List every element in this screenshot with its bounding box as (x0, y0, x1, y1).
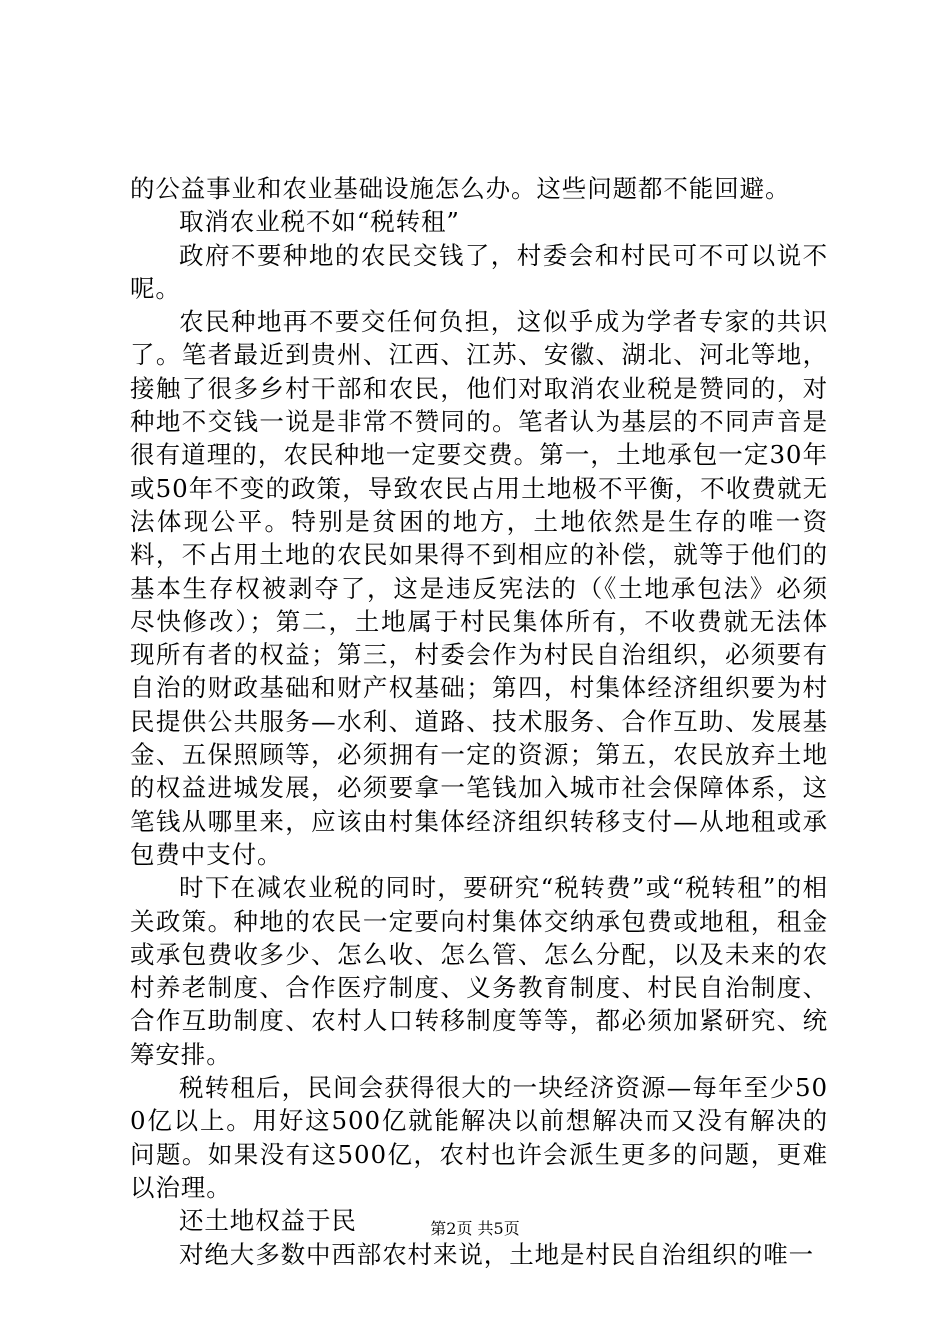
paragraph: 农民种地再不要交任何负担，这似乎成为学者专家的共识了。笔者最近到贵州、江西、江苏、安徽、湖北、河北等地，接触了很多乡村干部和农民，他们对取消农业税是赞同的，对种地不交钱一说是非常不赞同的。笔者认为基层的不同声音是很有道理的，农民种地一定要交费。第一，土地承包一定30年或50年不变的政策，导致农民占用土地极不平衡，不收费就无法体现公平。特别是贫困的地方，土地依然是生存的唯一资料，不占用土地的农民如果得不到相应的补偿，就等于他们的基本生存权被剥夺了，这是违反宪法的（《土地承包法》必须尽快修改）；第二，土地属于村民集体所有，不收费就无法体现所有者的权益；第三，村委会作为村民自治组织，必须要有自治的财政基础和财产权基础；第四，村集体经济组织要为村民提供公共服务—水利、道路、技术服务、合作互助、发展基金、五保照顾等，必须拥有一定的资源；第五，农民放弃土地的权益进城发展，必须要拿一笔钱加入城市社会保障体系，这笔钱从哪里来，应该由村集体经济组织转移支付—从地租或承包费中支付。 (130, 307, 828, 869)
document-body (130, 172, 828, 1271)
paragraph-continuation: 的公益事业和农业基础设施怎么办。这些问题都不能回避。 (130, 174, 791, 203)
paragraph: 对绝大多数中西部农村来说，土地是村民自治组织的唯一 (179, 1239, 814, 1269)
paragraph: 政府不要种地的农民交钱了，村委会和村民可不可以说不呢。 (130, 240, 828, 303)
section-heading-land-rights: 还土地权益于民 (179, 1206, 357, 1236)
paragraph: 时下在减农业税的同时，要研究“税转费”或“税转租”的相关政策。种地的农民一定要向村集体交纳承包费或地租，租金或承包费收多少、怎么收、怎么管、怎么分配，以及未来的农村养老制度、合作医疗制度、义务教育制度、村民自治制度、合作互助制度、农村人口转移制度等等，都必须加紧研究、统筹安排。 (130, 873, 828, 1069)
page-number-footer: 第2页 共5页 (430, 1219, 520, 1238)
paragraph: 税转租后，民间会获得很大的一块经济资源—每年至少500亿以上。用好这500亿就能解决以前想解决而又没有解决的问题。如果没有这500亿，农村也许会派生更多的问题，更难以治理。 (130, 1073, 828, 1202)
section-heading-tax-to-rent: 取消农业税不如“税转租” (179, 207, 460, 237)
